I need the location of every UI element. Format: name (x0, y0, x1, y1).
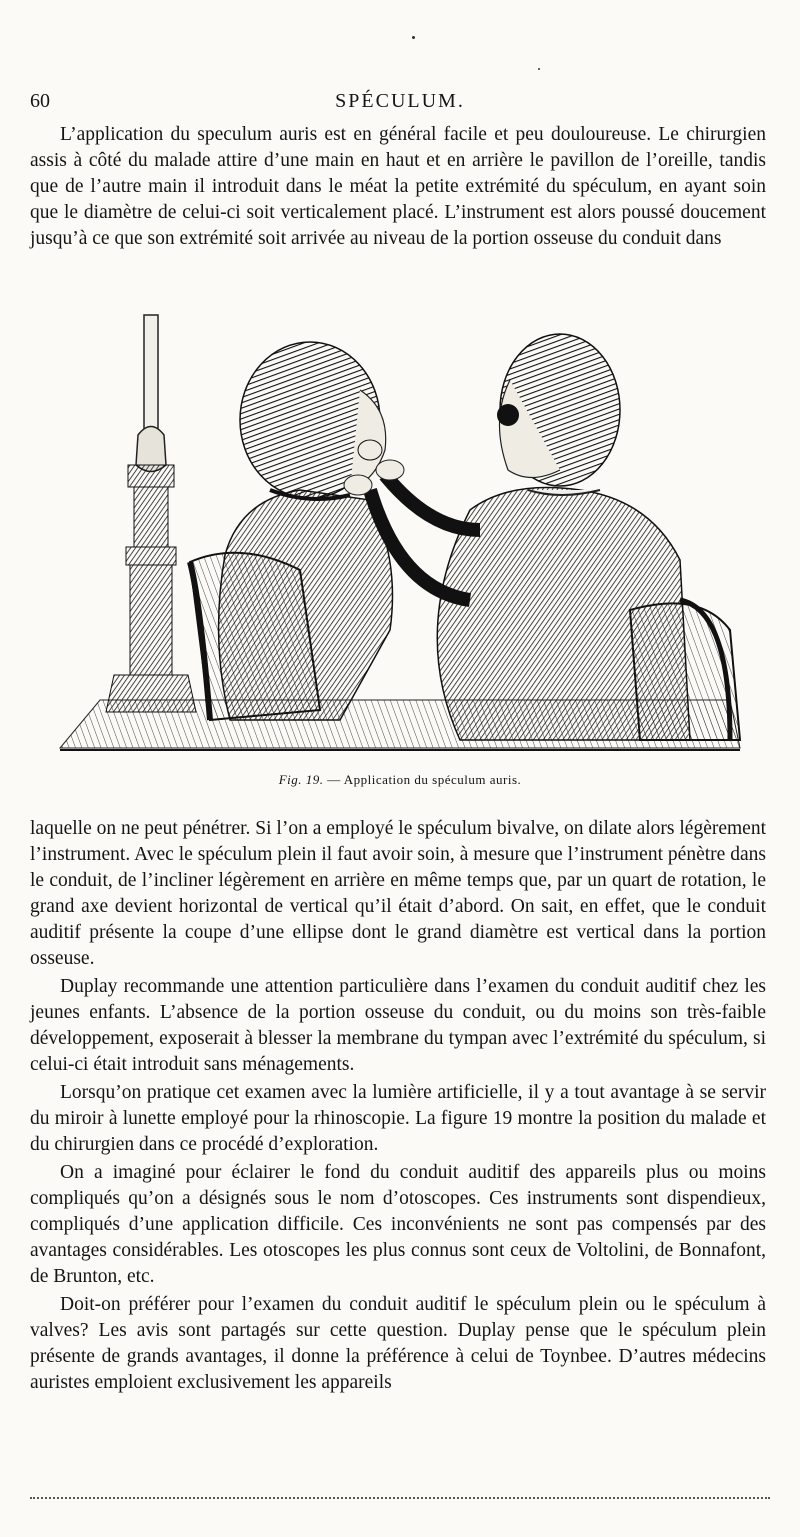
paragraph: laquelle on ne peut pénétrer. Si l’on a employé le spéculum bivalve, on dilate alors légèrement l’instrument. Avec le spéculum plein il faut avoir soin, à mesure que l’instrument pénètre dans le conduit, de l’incliner légèrement en arrière en même temps que, par un quart de rotation, le grand axe devient horizontal de vertical qu’il était d’abord. On sait, en effet, que le conduit auditif présente la coupe d’une ellipse dont le grand diamètre est vertical dans la portion osseuse. (30, 818, 766, 969)
patient-figure (219, 342, 393, 720)
figure-caption-text: — Application du spéculum auris. (323, 772, 522, 787)
running-head: SPÉCULUM. (335, 90, 465, 112)
engraving-figure (40, 300, 760, 762)
text-block-bottom (30, 816, 766, 1396)
print-speck (538, 68, 540, 70)
spectacle-lens (497, 404, 519, 426)
footer-rule (30, 1497, 770, 1501)
figure-number: Fig. 19. (278, 772, 324, 787)
figure-caption (0, 772, 800, 788)
page-header (30, 90, 770, 116)
speculum (358, 440, 382, 460)
surgeon-figure (344, 334, 690, 740)
oil-lamp (106, 315, 196, 712)
page-number: 60 (30, 90, 50, 112)
paragraph: Doit-on préférer pour l’examen du conduit auditif le spéculum plein ou le spéculum à valves? Les avis sont partagés sur cette question. Duplay pense que le spéculum plein présente de grands avantages, il donne la préférence à celui de Toynbee. D’autres médecins auristes emploient exclusivement les appareils (30, 1294, 766, 1393)
print-speck (412, 36, 415, 39)
text-block-top (30, 122, 766, 252)
paragraph: Lorsqu’on pratique cet examen avec la lumière artificielle, il y a tout avantage à se servir du miroir à lunette employé pour la rhinoscopie. La figure 19 montre la position du malade et du chirurgien dans ce procédé d’exploration. (30, 1082, 766, 1155)
paragraph: L’application du speculum auris est en général facile et peu douloureuse. Le chirurgien assis à côté du malade attire d’une main en haut et en arrière le pavillon de l’oreille, tandis que de l’autre main il introduit dans le méat la petite extrémité du spéculum, en ayant soin que le diamètre de celui-ci soit verticalement placé. L’instrument est alors poussé doucement jusqu’à ce que son extrémité soit arrivée au niveau de la portion osseuse du conduit dans (30, 124, 766, 249)
paragraph: On a imaginé pour éclairer le fond du conduit auditif des appareils plus ou moins compliqués qu’on a désignés sous le nom d’otoscopes. Ces instruments sont dispendieux, compliqués d’une application difficile. Ces inconvénients ne sont pas compensés par des avantages considérables. Les otoscopes les plus connus sont ceux de Voltolini, de Bonnafont, de Brunton, etc. (30, 1162, 766, 1287)
paragraph: Duplay recommande une attention particulière dans l’examen du conduit auditif chez les jeunes enfants. L’absence de la portion osseuse du conduit, ou du moins son très-faible développement, exposerait à blesser la membrane du tympan avec l’extrémité du spéculum, si celui-ci était introduit sans ménagements. (30, 976, 766, 1075)
engraving-illustration (40, 300, 760, 762)
